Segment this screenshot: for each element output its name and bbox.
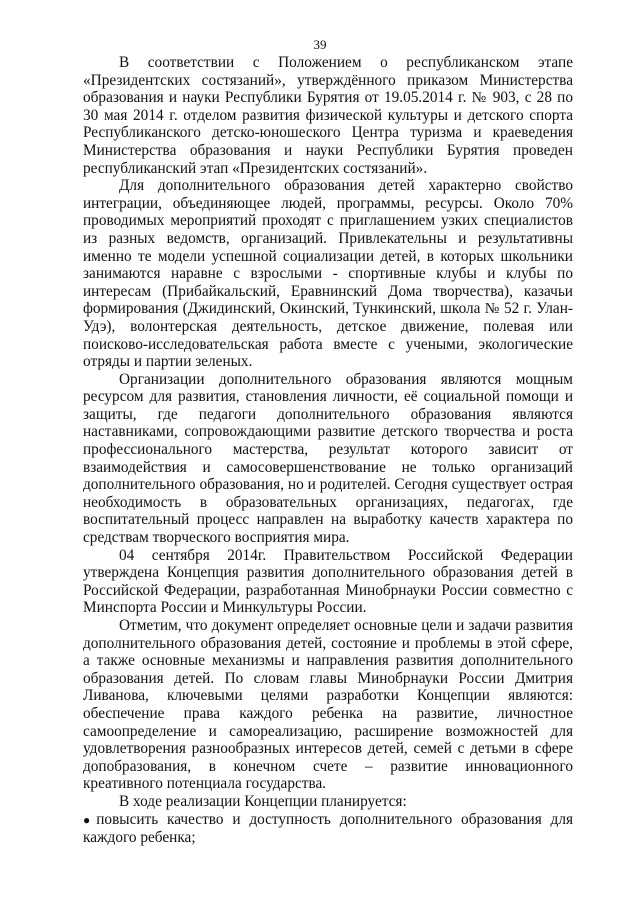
paragraph-organizations: Организации дополнительного образования являются мощным ресурсом для развития, становления личности, её социальной помощи и защиты, где педагоги дополнительного образования являются наставниками, сопровождающими развитие детского творчества и роста профессионального мастерства, результат которого зависит от взаимодействия и самосовершенствование не только организаций дополнительного образования, но и родителей. Сегодня существует острая необходимость в образовательных организациях, педагогах, где воспитательный процесс направлен на выработку качеств характера по средствам творческого восприятия мира. bbox=[83, 370, 573, 547]
bullet-text: повысить качество и доступность дополнительного образования для каждого ребенка; bbox=[83, 810, 574, 847]
paragraph-presidential-contests: В соответствии с Положением о республиканском этапе «Президентских состязаний», утверждённого приказом Министерства образования и науки Республики Бурятия от 19.05.2014 г. № 903, с 28 по 30 мая 2014 г. отделом развития физической культуры и детского спорта Республиканского детско-юношеского Центра туризма и краеведения Министерства образования и науки Республики Бурятия проведен республиканский этап «Президентских состязаний». bbox=[83, 54, 573, 177]
page-body bbox=[83, 54, 573, 847]
bullet-icon: ● bbox=[83, 812, 96, 827]
paragraph-planned-intro: В ходе реализации Концепции планируется: bbox=[119, 792, 407, 810]
bullet-item bbox=[83, 811, 573, 847]
paragraph-concept-approval: 04 сентября 2014г. Правительством Российской Федерации утверждена Концепция развития дополнительного образования детей в Российской Федерации, разработанная Минобрнауки России совместно с Минспорта России и Минкультуры России. bbox=[83, 546, 573, 617]
paragraph-concept-goals: Отметим, что документ определяет основные цели и задачи развития дополнительного образования детей, состояние и проблемы в этой сфере, а также основные механизмы и направления развития дополнительного образования детей. По словам главы Минобрнауки России Дмитрия Ливанова, ключевыми целями разработки Концепции являются: обеспечение права каждого ребенка на развитие, личностное самоопределение и самореализацию, расширение возможностей для удовлетворения разнообразных интересов детей, семей с детьми в сфере допобразования, в конечном счете – развитие инновационного креативного потенциала государства. bbox=[83, 617, 573, 793]
paragraph-integration: Для дополнительного образования детей характерно свойство интеграции, объединяющее людей, программы, ресурсы. Около 70% проводимых мероприятий проходят с приглашением узких специалистов из разных ведомств, организаций. Привлекательны и результативны именно те модели успешной социализации детей, в которых школьники занимаются наравне с взрослыми - спортивные клубы и клубы по интересам (Прибайкальский, Еравнинский Дома творчества), казачьи формирования (Джидинский, Окинский, Тункинский, школа № 52 г. Улан-Удэ), волонтерская деятельность, детское движение, полевая или поисково-исследовательская работа вместе с учеными, экологические отряды и партии зеленых. bbox=[83, 177, 573, 371]
page-number: 39 bbox=[313, 37, 327, 52]
